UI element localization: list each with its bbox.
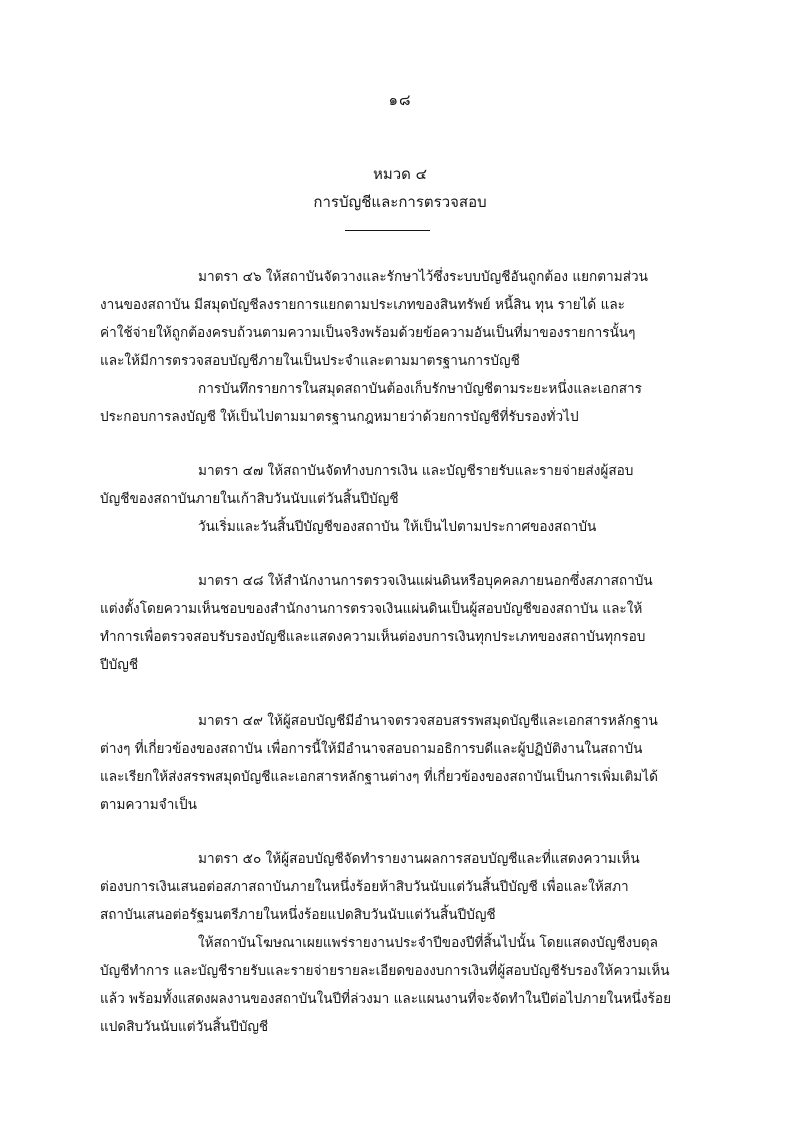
section-46-line: มาตรา ๔๖ ให้สถาบันจัดวางและรักษาไว้ซึ่งระบบบัญชีอันถูกต้อง แยกตามส่วน <box>198 269 648 285</box>
title-underline <box>345 230 430 231</box>
section-49-line: และเรียกให้ส่งสรรพสมุดบัญชีและเอกสารหลักฐานต่างๆ ที่เกี่ยวข้องของสถาบันเป็นการเพิ่มเติมได้ <box>100 769 658 785</box>
section-47-line: บัญชีของสถาบันภายในเก้าสิบวันนับแต่วันสิ้นปีบัญชี <box>100 491 399 507</box>
section-48-line: ปีบัญชี <box>100 657 139 673</box>
section-48-line: มาตรา ๔๘ ให้สำนักงานการตรวจเงินแผ่นดินหรือบุคคลภายนอกซึ่งสภาสถาบัน <box>198 573 653 589</box>
section-49-line: ตามความจำเป็น <box>100 797 197 813</box>
section-48-line: ทำการเพื่อตรวจสอบรับรองบัญชีและแสดงความเห็นต่องบการเงินทุกประเภทของสถาบันทุกรอบ <box>100 629 646 645</box>
chapter-label: หมวด ๔ <box>372 165 428 183</box>
section-50-line: ต่องบการเงินเสนอต่อสภาสถาบันภายในหนึ่งร้อยห้าสิบวันนับแต่วันสิ้นปีบัญชี เพื่อและให้สภา <box>100 879 629 895</box>
section-50-line: ให้สถาบันโฆษณาเผยแพร่รายงานประจำปีของปีที่สิ้นไปนั้น โดยแสดงบัญชีงบดุล <box>198 935 658 951</box>
section-47-line: วันเริ่มและวันสิ้นปีบัญชีของสถาบัน ให้เป็นไปตามประกาศของสถาบัน <box>198 519 597 535</box>
section-50-line: แล้ว พร้อมทั้งแสดงผลงานของสถาบันในปีที่ล่วงมา และแผนงานที่จะจัดทำในปีต่อไปภายในหนึ่งร้อย <box>100 991 672 1007</box>
section-46-line: และให้มีการตรวจสอบบัญชีภายในเป็นประจำและตามมาตรฐานการบัญชี <box>100 353 520 369</box>
page-number: ๑๘ <box>388 91 412 109</box>
section-48-line: แต่งตั้งโดยความเห็นชอบของสำนักงานการตรวจเงินแผ่นดินเป็นผู้สอบบัญชีของสถาบัน และให้ <box>100 601 643 617</box>
section-46-line: ค่าใช้จ่ายให้ถูกต้องครบถ้วนตามความเป็นจริงพร้อมด้วยข้อความอันเป็นที่มาของรายการนั้นๆ <box>100 325 636 341</box>
chapter-title: การบัญชีและการตรวจสอบ <box>313 193 487 211</box>
section-49-line: มาตรา ๔๙ ให้ผู้สอบบัญชีมีอำนาจตรวจสอบสรรพสมุดบัญชีและเอกสารหลักฐาน <box>198 713 658 729</box>
section-50-line: บัญชีทำการ และบัญชีรายรับและรายจ่ายรายละเอียดของงบการเงินที่ผู้สอบบัญชีรับรองให้ความเห็น <box>100 963 670 979</box>
section-50-line: สถาบันเสนอต่อรัฐมนตรีภายในหนึ่งร้อยแปดสิบวันนับแต่วันสิ้นปีบัญชี <box>100 907 496 923</box>
section-49-line: ต่างๆ ที่เกี่ยวข้องของสถาบัน เพื่อการนี้ให้มีอำนาจสอบถามอธิการบดีและผู้ปฏิบัติงานในสถาบัน <box>100 741 643 757</box>
section-46-line: การบันทึกรายการในสมุดสถาบันต้องเก็บรักษาบัญชีตามระยะหนึ่งและเอกสาร <box>198 381 642 397</box>
section-50-line: มาตรา ๕๐ ให้ผู้สอบบัญชีจัดทำรายงานผลการสอบบัญชีและที่แสดงความเห็น <box>198 851 640 867</box>
section-50-line: แปดสิบวันนับแต่วันสิ้นปีบัญชี <box>100 1019 269 1035</box>
section-46-line: ประกอบการลงบัญชี ให้เป็นไปตามมาตรฐานกฎหมายว่าด้วยการบัญชีที่รับรองทั่วไป <box>100 409 579 425</box>
section-46-line: งานของสถาบัน มีสมุดบัญชีลงรายการแยกตามประเภทของสินทรัพย์ หนี้สิน ทุน รายได้ และ <box>100 297 625 313</box>
section-47-line: มาตรา ๔๗ ให้สถาบันจัดทำงบการเงิน และบัญชีรายรับและรายจ่ายส่งผู้สอบ <box>198 463 634 479</box>
